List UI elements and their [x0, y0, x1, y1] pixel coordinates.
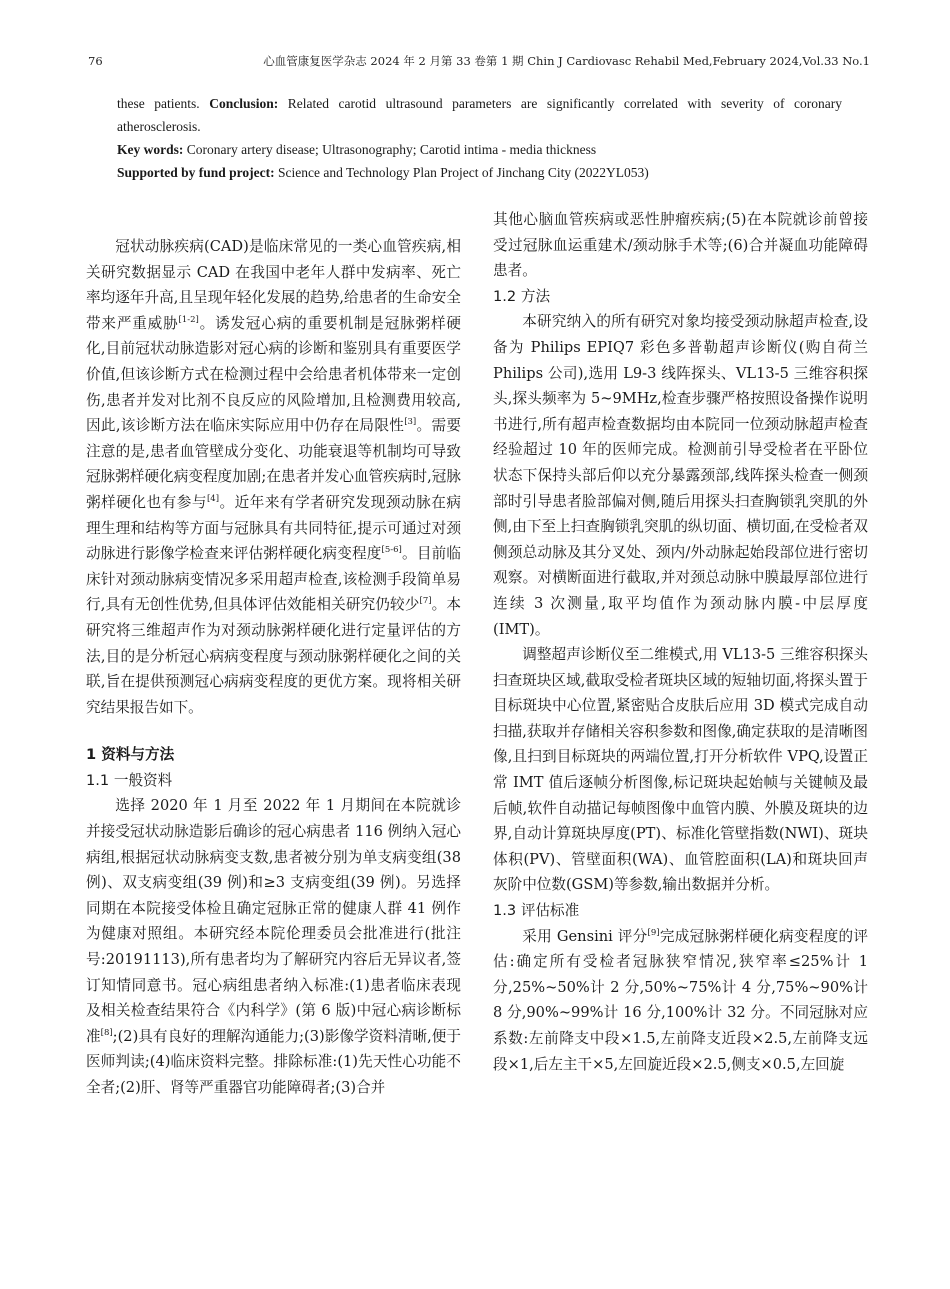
citation: [5-6] — [381, 545, 402, 556]
criteria-paragraph: 采用 Gensini 评分[9]完成冠脉粥样硬化病变程度的评估:确定所有受检者冠脉狭窄情况,狭窄率≤25%计 1 分,25%~50%计 2 分,50%~75%计 4 分,75%~90%计 8 分,90%~99%计 16 分,100%计 32 分。不同冠脉对应系数:左前降支中段×1.5,左前降支近段×2.5,左前降支远段×1,后左主干×5,左回旋近段×2.5,侧支×0.5,左回旋 — [493, 927, 868, 1073]
abstract-fund — [117, 161, 842, 184]
right-column — [493, 207, 868, 1077]
section-gap — [86, 720, 461, 742]
section-heading: 1 资料与方法 — [86, 746, 175, 764]
fund-label: Supported by fund project: — [117, 165, 275, 180]
keywords-text: Coronary artery disease; Ultrasonography; Carotid intima - media thickness — [186, 142, 597, 157]
english-abstract — [117, 92, 842, 184]
abstract-conclusion — [117, 92, 842, 138]
abstract-keywords — [117, 138, 842, 161]
page-number: 76 — [88, 54, 103, 68]
conclusion-text: Related carotid ultrasound parameters are significantly correlated with severity of coronary atherosclerosis. — [117, 96, 843, 134]
citation: [8] — [100, 1027, 113, 1038]
method-paragraph: 本研究纳入的所有研究对象均接受颈动脉超声检查,设备为 Philips EPIQ7 彩色多普勒超声诊断仪(购自荷兰 Philips 公司),选用 L9-3 线阵探头、VL13-5 三维容积探头,探头频率为 5~9MHz,检查步骤严格按照设备操作说明书进行,所有超声检查数据均由本院同一位颈动脉超声检查经验超过 10 年的医师完成。检测前引导受检者在平卧位状态下保持头部后仰以充分暴露颈部,线阵探头检查一侧颈部时引导患者脸部偏对侧,随后用探头扫查胸锁乳突肌的外侧,由下至上扫查胸锁乳突肌的纵切面、横切面,在受检者双侧颈总动脉及其分叉处、颈内/外动脉起始段部位进行密切观察。对横断面进行截取,并对颈总动脉中膜最厚部位进行连续 3 次测量,取平均值作为颈动脉内膜-中层厚度(IMT)。 — [493, 313, 868, 638]
subsection-heading: 1.2 方法 — [493, 287, 551, 305]
continued-paragraph: 其他心脑血管疾病或恶性肿瘤疾病;(5)在本院就诊前曾接受过冠脉血运重建术/颈动脉手术等;(6)合并凝血功能障碍患者。 — [493, 211, 868, 280]
citation: [9] — [647, 927, 660, 938]
citation: [4] — [206, 494, 220, 505]
citation: [7] — [419, 596, 432, 607]
citation: [3] — [404, 417, 417, 428]
general-data-paragraph: 选择 2020 年 1 月至 2022 年 1 月期间在本院就诊并接受冠状动脉造影后确诊的冠心病患者 116 例纳入冠心病组,根据冠状动脉病变支数,患者被分别为单支病变组(38 例)、双支病变组(39 例)和≥3 支病变组(39 例)。另选择同期在本院接受体检且确定冠脉正常的健康人群 41 例作为健康对照组。本研究经本院伦理委员会批准进行(批注号:20191113),所有患者均为了解研究内容后无异议者,签订知情同意书。冠心病组患者纳入标准:(1)患者临床表现及相关检查结果符合《内科学》(第 6 版)中冠心病诊断标准[8];(2)具有良好的理解沟通能力;(3)影像学资料清晰,便于医师判读;(4)临床资料完整。排除标准:(1)先天性心功能不全者;(2)肝、肾等严重器官功能障碍者;(3)合并 — [86, 797, 461, 1096]
intro-paragraph: 冠状动脉疾病(CAD)是临床常见的一类心血管疾病,相关研究数据显示 CAD 在我国中老年人群中发病率、死亡率均逐年升高,且呈现年轻化发展的趋势,给患者的生命安全带来严重威胁[1-2]。诱发冠心病的重要机制是冠脉粥样硬化,目前冠状动脉造影对冠心病的诊断和鉴别具有重要医学价值,但该诊断方式在检测过程中会给患者机体带来一定创伤,患者并发对比剂不良反应的风险增加,且检测费用较高,因此,该诊断方法在临床实际应用中仍存在局限性[3]。需要注意的是,患者血管壁成分变化、功能衰退等机制均可导致冠脉粥样硬化病变程度加剧;在患者并发心血管疾病时,冠脉粥样硬化也有参与[4]。近年来有学者研究发现颈动脉在病理生理和结构等方面与冠脉具有共同特征,提示可通过对颈动脉进行影像学检查来评估粥样硬化病变程度[5-6]。目前临床针对颈动脉病变情况多采用超声检查,该检测手段简单易行,具有无创性优势,但具体评估效能相关研究仍较少[7]。本研究将三维超声作为对颈动脉粥样硬化进行定量评估的方法,目的是分析冠心病病变程度与颈动脉粥样硬化之间的关联,旨在提供预测冠心病病变程度的更优方案。现将相关研究结果报告如下。 — [86, 238, 461, 716]
citation: [1-2] — [178, 314, 199, 325]
conclusion-lead: these patients. — [117, 96, 200, 111]
subsection-heading: 1.1 一般资料 — [86, 771, 173, 789]
conclusion-label: Conclusion: — [209, 96, 279, 111]
left-column — [86, 234, 461, 1101]
fund-text: Science and Technology Plan Project of Jinchang City (2022YL053) — [278, 165, 649, 180]
method-paragraph: 调整超声诊断仪至二维模式,用 VL13-5 三维容积探头扫查斑块区域,截取受检者斑块区域的短轴切面,将探头置于目标斑块中心位置,紧密贴合皮肤后应用 3D 模式完成自动扫描,获取并存储相关容积参数和图像,确定获取的是清晰图像,且扫到目标斑块的两端位置,打开分析软件 VPQ,设置正常 IMT 值后逐帧分析图像,标记斑块起始帧与关键帧及最后帧,软件自动描记每帧图像中血管内膜、外膜及斑块的边界,自动计算斑块厚度(PT)、标准化管壁指数(NWI)、斑块体积(PV)、管壁面积(WA)、血管腔面积(LA)和斑块回声灰阶中位数(GSM)等参数,输出数据并分析。 — [493, 646, 868, 894]
keywords-label: Key words: — [117, 142, 184, 157]
subsection-heading: 1.3 评估标准 — [493, 902, 580, 920]
journal-running-title: 心血管康复医学杂志 2024 年 2 月第 33 卷第 1 期 Chin J Cardiovasc Rehabil Med,February 2024,Vol.33 No.1 — [263, 54, 870, 68]
